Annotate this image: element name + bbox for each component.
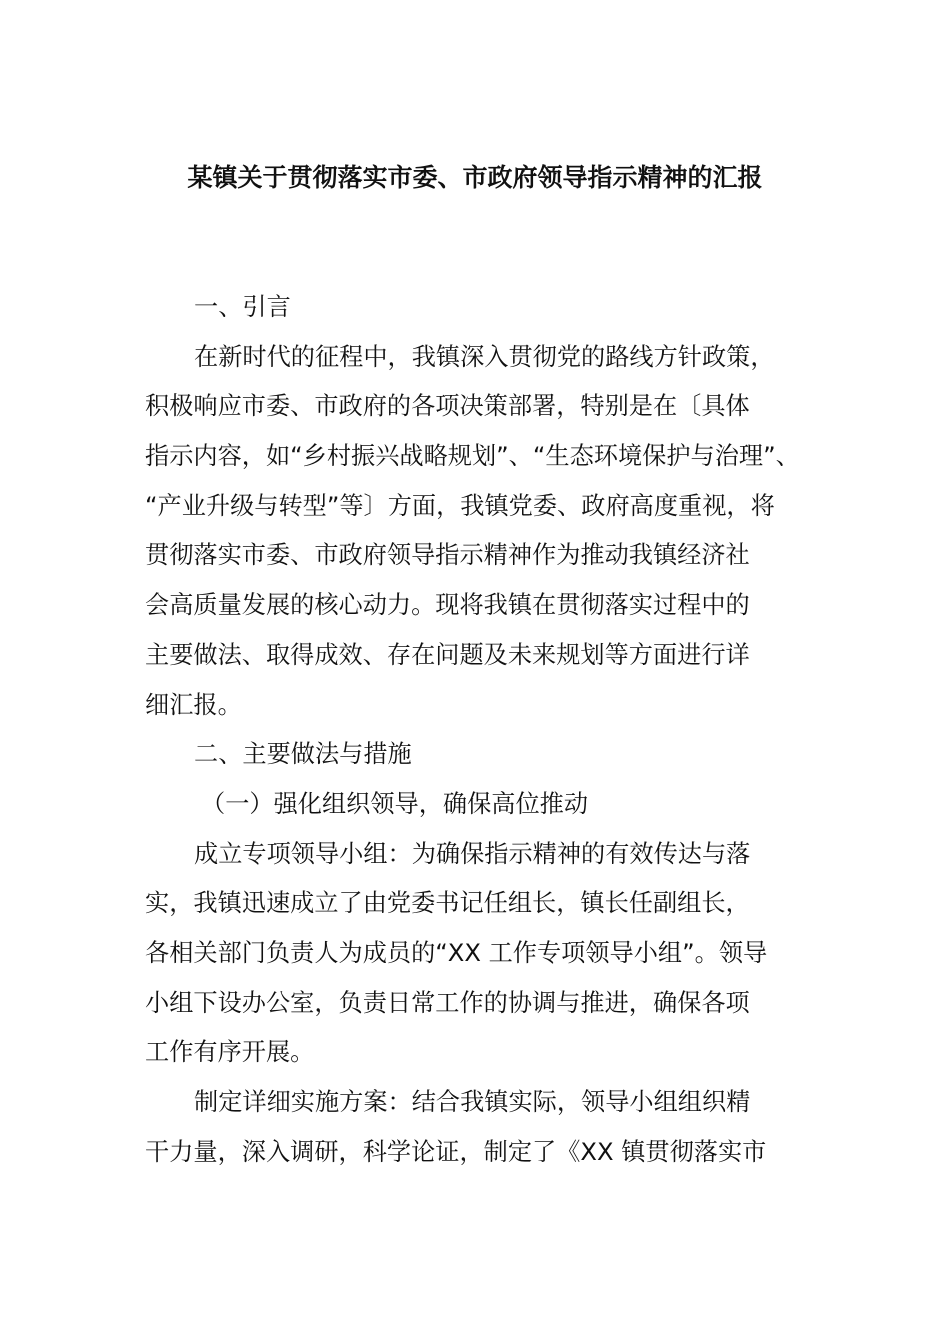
- subsection-heading: （一）强化组织领导，确保高位推动: [201, 789, 589, 818]
- paragraph-line: 在新时代的征程中，我镇深入贯彻党的路线方针政策，: [194, 342, 775, 371]
- section-heading-main-measures: 二、主要做法与措施: [194, 740, 412, 769]
- paragraph-line: 指示内容，如“乡村振兴战略规划”、“生态环境保护与治理”、: [145, 442, 800, 471]
- paragraph-line: 成立专项领导小组：为确保指示精神的有效传达与落: [194, 839, 751, 868]
- paragraph-line: 细汇报。: [145, 690, 242, 719]
- paragraph-line: 会高质量发展的核心动力。现将我镇在贯彻落实过程中的: [145, 591, 750, 620]
- paragraph-line: 小组下设办公室，负责日常工作的协调与推进，确保各项: [145, 988, 750, 1017]
- section-heading-introduction: 一、引言: [194, 293, 291, 321]
- paragraph-line: 积极响应市委、市政府的各项决策部署，特别是在〔具体: [145, 392, 750, 421]
- paragraph-line: 贯彻落实市委、市政府领导指示精神作为推动我镇经济社: [145, 541, 750, 570]
- paragraph-line: 主要做法、取得成效、存在问题及未来规划等方面进行详: [145, 640, 750, 669]
- paragraph-line: 制定详细实施方案：结合我镇实际，领导小组组织精: [194, 1088, 751, 1116]
- paragraph-line: 干力量，深入调研，科学论证，制定了《XX 镇贯彻落实市: [145, 1137, 767, 1166]
- document-title: 某镇关于贯彻落实市委、市政府领导指示精神的汇报: [187, 163, 763, 192]
- paragraph-line: 各相关部门负责人为成员的“XX 工作专项领导小组”。领导: [145, 938, 768, 967]
- paragraph-line: 工作有序开展。: [145, 1038, 315, 1067]
- document-body: [145, 283, 807, 1177]
- paragraph-line: “产业升级与转型”等〕方面，我镇党委、政府高度重视，将: [145, 491, 775, 520]
- paragraph-line: 实，我镇迅速成立了由党委书记任组长，镇长任副组长，: [145, 889, 750, 918]
